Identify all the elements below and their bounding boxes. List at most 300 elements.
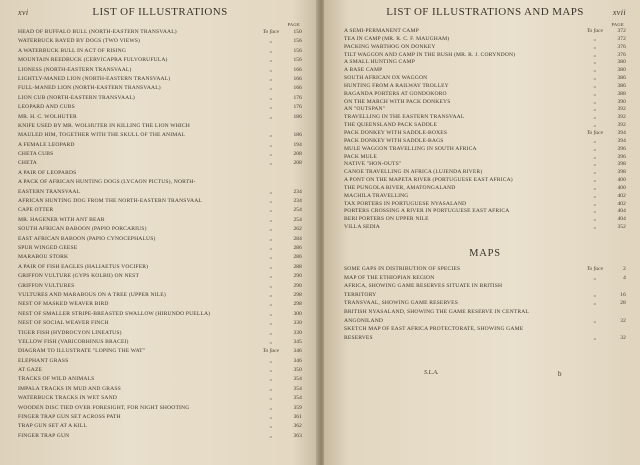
- entry-page-number: 372: [617, 28, 626, 34]
- list-item: [344, 169, 626, 177]
- entry-page-number: 372: [617, 35, 626, 42]
- entry-title: HEAD OF BUFFALO BULL (NORTH-EASTERN TRANSVAAL): [18, 29, 177, 35]
- list-item: [344, 216, 626, 224]
- list-item: [18, 206, 302, 215]
- right-column-header: PAGE: [611, 22, 624, 27]
- list-item: [18, 47, 302, 56]
- entry-page-number: 330: [293, 329, 302, 336]
- entry-page-number: 396: [617, 153, 626, 160]
- entry-title: RESERVES: [344, 334, 373, 341]
- entry-title: BAGANDA PORTERS AT GONDOKORO: [344, 90, 447, 97]
- list-item: [18, 394, 302, 403]
- gathering-letter: b: [558, 370, 562, 379]
- entry-title: LIGHTLY-MANED LION (NORTH-EASTERN TRANSVAAL): [18, 75, 171, 82]
- entry-title: VILLA SEDIA: [344, 224, 380, 231]
- entry-page-number: 404: [617, 208, 626, 215]
- entry-page-number: 330: [293, 320, 302, 327]
- list-item: [344, 317, 626, 326]
- entry-face-label: „: [269, 404, 273, 411]
- entry-page-number: 2: [623, 265, 626, 272]
- entry-face-label: „: [593, 161, 597, 168]
- entry-page-number: 32: [620, 317, 626, 324]
- entry-page-number: 363: [293, 432, 302, 439]
- entry-page-number: 354: [293, 385, 302, 392]
- list-item: [18, 131, 302, 140]
- entry-face-label: „: [593, 82, 597, 89]
- list-item: [18, 141, 302, 150]
- entry-page-number: 176: [293, 104, 302, 111]
- entry-title: PACKING WARTHOG ON DONKEY: [344, 43, 436, 50]
- entry-page-number: 354: [293, 395, 302, 402]
- right-page-number: xvii: [612, 8, 626, 17]
- entry-face-label: „: [269, 423, 273, 430]
- list-item: [344, 193, 626, 201]
- entry-title: A PONT ON THE MAPETA RIVER (PORTUGUESE EAST AFRICA): [344, 177, 513, 184]
- list-item: [18, 216, 302, 225]
- entry-title: NATIVE "HON-OUTS": [344, 161, 402, 168]
- entry-title: LIONESS (NORTH-EASTERN TRANSVAAL): [18, 66, 132, 73]
- list-item: [18, 300, 302, 309]
- entry-page-number: 376: [617, 51, 626, 58]
- entry-page-number: 396: [617, 145, 626, 152]
- entry-title: A FEMALE LEOPARD: [18, 141, 75, 148]
- list-item: [18, 291, 302, 300]
- entry-face-label: „: [593, 114, 597, 121]
- list-item: [344, 44, 626, 52]
- entry-title: DIAGRAM TO ILLUSTRATE "LOPING THE WAT": [18, 348, 146, 355]
- entry-title: MR. H. C. WOLHUTER: [18, 113, 77, 120]
- entry-face-label: „: [269, 367, 273, 374]
- entry-title: NEST OF SMALLER STRIPE-BREASTED SWALLOW (HIRUNDO PUELLA): [18, 310, 211, 317]
- list-item: [18, 347, 302, 356]
- entry-face-label: „: [593, 35, 597, 42]
- entry-face-label: To face: [586, 129, 604, 136]
- entry-title: IMPALA TRACKS IN MUD AND GRASS: [18, 385, 121, 392]
- entry-face-label: „: [269, 414, 273, 421]
- list-item: [18, 413, 302, 422]
- list-item: [344, 224, 626, 232]
- left-page: [0, 0, 318, 465]
- left-illustrations-list: [18, 28, 302, 441]
- list-item: [18, 113, 302, 122]
- entry-page-number: 404: [617, 216, 626, 223]
- list-item: [18, 37, 302, 46]
- entry-title: TAX PORTERS IN PORTUGUESE NYASALAND: [344, 200, 467, 207]
- list-item: [344, 274, 626, 283]
- entry-title: AFRICAN HUNTING DOG FROM THE NORTH-EASTERN TRANSVAAL: [18, 198, 202, 205]
- entry-title: TRAP GUN SET AT A KILL: [18, 423, 87, 430]
- entry-page-number: 262: [293, 226, 302, 233]
- list-item: [344, 161, 626, 169]
- entry-title: A PAIR OF FISH EAGLES (HALIAETUS VOCIFER): [18, 263, 149, 270]
- list-item: [18, 169, 302, 178]
- list-item: [344, 138, 626, 146]
- entry-page-number: 376: [617, 43, 626, 50]
- entry-title: A BASE CAMP: [344, 67, 383, 74]
- entry-face-label: „: [593, 75, 597, 82]
- entry-page-number: 346: [293, 357, 302, 364]
- entry-page-number: 166: [293, 85, 302, 92]
- entry-face-label: „: [593, 153, 597, 160]
- entry-face-label: „: [269, 75, 273, 82]
- list-item: [344, 75, 626, 83]
- entry-title: TEA IN CAMP (MR. R. C. F. MAUGHAM): [344, 35, 450, 42]
- list-item: [344, 291, 626, 300]
- list-item: [18, 263, 302, 272]
- entry-face-label: To face: [262, 348, 280, 355]
- entry-title: LEOPARD AND CUBS: [18, 104, 75, 111]
- entry-face-label: „: [269, 85, 273, 92]
- entry-page-number: 390: [617, 98, 626, 105]
- entry-face-label: „: [269, 216, 273, 223]
- list-item: [344, 282, 626, 291]
- entry-page-number: 186: [293, 132, 302, 139]
- entry-face-label: „: [593, 200, 597, 207]
- entry-page-number: 234: [293, 188, 302, 195]
- list-item: [18, 432, 302, 441]
- list-item: [18, 94, 302, 103]
- list-item: [18, 159, 302, 168]
- list-item: [344, 106, 626, 114]
- entry-page-number: 290: [293, 282, 302, 289]
- entry-title: A PACK OF AFRICAN HUNTING DOGS (LYCAON PICTUS), NORTH-: [18, 179, 196, 186]
- list-item: [18, 422, 302, 431]
- list-item: [18, 329, 302, 338]
- entry-title: EASTERN TRANSVAAL: [18, 188, 81, 195]
- entry-title: BRITISH NYASALAND, SHOWING THE GAME RESERVE IN CENTRAL: [344, 308, 529, 315]
- list-item: [344, 201, 626, 209]
- list-item: [344, 114, 626, 122]
- entry-page-number: 166: [293, 66, 302, 73]
- entry-page-number: 16: [620, 291, 626, 298]
- entry-page-number: 380: [617, 59, 626, 66]
- entry-face-label: „: [593, 169, 597, 176]
- entry-title: PACK DONKEY WITH SADDLE-BAGS: [344, 137, 444, 144]
- entry-title: NEST OF SOCIAL WEAVER FINCH: [18, 320, 109, 327]
- entry-page-number: 300: [293, 310, 302, 317]
- entry-title: WATERBUCK TRACKS IN WET SAND: [18, 395, 117, 402]
- entry-face-label: „: [269, 235, 273, 242]
- entry-title: ANGONILAND: [344, 317, 384, 324]
- entry-face-label: „: [269, 151, 273, 158]
- entry-page-number: 398: [617, 161, 626, 168]
- entry-title: BERI PORTERS ON UPPER NILE: [344, 216, 429, 223]
- maps-heading: MAPS: [469, 247, 501, 259]
- list-item: [18, 310, 302, 319]
- entry-face-label: „: [269, 47, 273, 54]
- entry-page-number: 359: [293, 404, 302, 411]
- signature-mark: S.L.A.: [424, 370, 439, 377]
- list-item: [344, 308, 626, 317]
- entry-face-label: „: [593, 67, 597, 74]
- entry-title: MAP OF THE ETHIOPIAN REGION: [344, 274, 435, 281]
- left-page-number: xvi: [18, 8, 29, 17]
- entry-face-label: „: [269, 376, 273, 383]
- entry-face-label: „: [269, 66, 273, 73]
- entry-title: SOUTH AFRICAN OX WAGGON: [344, 75, 428, 82]
- entry-face-label: „: [593, 122, 597, 129]
- entry-face-label: „: [269, 273, 273, 280]
- list-item: [18, 253, 302, 262]
- right-page-title: LIST OF ILLUSTRATIONS AND MAPS: [386, 6, 584, 18]
- entry-face-label: „: [593, 300, 597, 307]
- entry-page-number: 361: [293, 414, 302, 421]
- entry-face-label: „: [269, 94, 273, 101]
- list-item: [18, 225, 302, 234]
- entry-face-label: „: [269, 132, 273, 139]
- entry-title: GRIFFON VULTURE (GYPS KOLBII) ON NEST: [18, 273, 140, 280]
- entry-page-number: 345: [293, 338, 302, 345]
- entry-face-label: „: [269, 320, 273, 327]
- entry-face-label: „: [269, 57, 273, 64]
- list-item: [344, 325, 626, 334]
- entry-face-label: „: [593, 192, 597, 199]
- entry-title: SOUTH AFRICAN BABOON (PAPIO PORCARIUS): [18, 226, 147, 233]
- maps-list: [344, 265, 626, 342]
- entry-title: SOME GAPS IN DISTRIBUTION OF SPECIES: [344, 265, 461, 272]
- list-item: [18, 338, 302, 347]
- list-item: [344, 146, 626, 154]
- entry-title: MARABOU STORK: [18, 254, 69, 261]
- entry-page-number: 156: [293, 38, 302, 45]
- entry-title: TIGER FISH (HYDROCYON LINEATUS): [18, 329, 122, 336]
- entry-title: CAPE OTTER: [18, 207, 54, 214]
- entry-title: AFRICA, SHOWING GAME RESERVES SITUATE IN BRITISH: [344, 283, 503, 290]
- entry-face-label: „: [593, 106, 597, 113]
- entry-page-number: 400: [617, 177, 626, 184]
- entry-page-number: 380: [617, 67, 626, 74]
- entry-title: CANOE TRAVELLING IN AFRICA (LUJENDA RIVER): [344, 169, 483, 176]
- entry-page-number: 398: [617, 169, 626, 176]
- entry-title: SPUR WINGED GEESE: [18, 244, 78, 251]
- entry-face-label: „: [593, 177, 597, 184]
- entry-title: WOODEN DISC TIED OVER FORESIGHT, FOR NIGHT SHOOTING: [18, 404, 190, 411]
- list-item: [18, 282, 302, 291]
- entry-title: YELLOW FISH (VARICORHINUS BRACEI): [18, 338, 129, 345]
- entry-face-label: „: [593, 98, 597, 105]
- entry-page-number: 346: [293, 348, 302, 355]
- entry-title: THE PUNGOLA RIVER, AMATONGALAND: [344, 184, 456, 191]
- list-item: [344, 28, 626, 36]
- entry-title: EAST AFRICAN BABOON (PAPIO CYNOCEPHALUS): [18, 235, 156, 242]
- list-item: [18, 272, 302, 281]
- list-item: [18, 66, 302, 75]
- entry-page-number: 400: [617, 184, 626, 191]
- page-footer: [344, 370, 626, 382]
- entry-face-label: „: [269, 244, 273, 251]
- entry-face-label: „: [269, 395, 273, 402]
- list-item: [344, 122, 626, 130]
- entry-title: ON THE MARCH WITH PACK DONKEYS: [344, 98, 451, 105]
- entry-page-number: 186: [293, 113, 302, 120]
- entry-page-number: 166: [293, 75, 302, 82]
- entry-face-label: „: [593, 208, 597, 215]
- entry-title: TRANSVAAL, SHOWING GAME RESERVES: [344, 300, 458, 307]
- entry-face-label: „: [269, 291, 273, 298]
- list-item: [344, 185, 626, 193]
- list-item: [344, 52, 626, 60]
- entry-title: SKETCH MAP OF EAST AFRICA PROTECTORATE, SHOWING GAME: [344, 326, 524, 333]
- entry-page-number: 392: [617, 114, 626, 121]
- entry-page-number: 254: [293, 216, 302, 223]
- entry-face-label: To face: [586, 265, 604, 272]
- list-item: [18, 122, 302, 131]
- list-item: [344, 265, 626, 274]
- list-item: [344, 154, 626, 162]
- left-column-header: PAGE: [287, 22, 300, 27]
- list-item: [18, 150, 302, 159]
- list-item: [18, 188, 302, 197]
- entry-page-number: 194: [293, 141, 302, 148]
- entry-page-number: 234: [293, 198, 302, 205]
- entry-face-label: „: [593, 51, 597, 58]
- list-item: [18, 375, 302, 384]
- entry-face-label: „: [593, 145, 597, 152]
- entry-page-number: 352: [617, 224, 626, 231]
- entry-title: AT GAZE: [18, 367, 43, 374]
- entry-page-number: 208: [293, 151, 302, 158]
- entry-face-label: „: [593, 216, 597, 223]
- entry-page-number: 286: [293, 254, 302, 261]
- entry-title: CHETA CUBS: [18, 151, 54, 158]
- entry-face-label: „: [593, 334, 597, 341]
- entry-page-number: 350: [293, 367, 302, 374]
- list-item: [18, 178, 302, 187]
- entry-face-label: „: [593, 43, 597, 50]
- entry-page-number: 150: [293, 29, 302, 35]
- entry-title: PACK MULE: [344, 153, 378, 160]
- list-item: [344, 99, 626, 107]
- entry-title: LION CUB (NORTH-EASTERN TRANSVAAL): [18, 94, 135, 101]
- entry-page-number: 28: [620, 300, 626, 307]
- entry-title: GRIFFON VULTURES: [18, 282, 75, 289]
- entry-page-number: 208: [293, 160, 302, 167]
- entry-page-number: 386: [617, 75, 626, 82]
- list-item: [344, 208, 626, 216]
- entry-face-label: „: [269, 301, 273, 308]
- entry-page-number: 402: [617, 200, 626, 207]
- entry-page-number: 286: [293, 244, 302, 251]
- entry-title: TILT WAGGON AND CAMP IN THE BUSH (MR. R. J. CORYNDON): [344, 51, 516, 58]
- entry-title: HUNTING FROM A RAILWAY TROLLEY: [344, 82, 449, 89]
- right-illustrations-list: [344, 28, 626, 232]
- entry-face-label: „: [269, 282, 273, 289]
- entry-face-label: „: [593, 59, 597, 66]
- entry-page-number: 288: [293, 263, 302, 270]
- entry-title: FULL-MANED LION (NORTH-EASTERN TRANSVAAL): [18, 85, 161, 92]
- entry-face-label: „: [269, 432, 273, 439]
- entry-page-number: 4: [623, 274, 626, 281]
- list-item: [18, 103, 302, 112]
- entry-face-label: „: [593, 224, 597, 231]
- entry-title: CHETA: [18, 160, 37, 167]
- entry-title: FINGER TRAP GUN SET ACROSS PATH: [18, 414, 121, 421]
- entry-face-label: „: [269, 188, 273, 195]
- list-item: [344, 83, 626, 91]
- list-item: [18, 244, 302, 253]
- list-item: [344, 177, 626, 185]
- entry-face-label: To face: [586, 28, 604, 34]
- list-item: [344, 67, 626, 75]
- entry-title: PACK DONKEY WITH SADDLE-BOXES: [344, 129, 448, 136]
- list-item: [18, 84, 302, 93]
- entry-title: A PAIR OF LEOPARDS: [18, 169, 77, 176]
- entry-title: FINGER TRAP GUN: [18, 432, 70, 439]
- entry-face-label: „: [269, 104, 273, 111]
- entry-page-number: 362: [293, 423, 302, 430]
- entry-title: A SEMI-PERMANENT CAMP: [344, 28, 419, 34]
- entry-face-label: „: [269, 198, 273, 205]
- entry-page-number: 32: [620, 334, 626, 341]
- entry-face-label: „: [269, 141, 273, 148]
- entry-title: MACHILA TRAVELLING: [344, 192, 409, 199]
- entry-page-number: 156: [293, 57, 302, 64]
- list-item: [344, 299, 626, 308]
- entry-face-label: „: [593, 184, 597, 191]
- list-item: [18, 404, 302, 413]
- left-running-head: [18, 6, 302, 22]
- entry-face-label: „: [269, 113, 273, 120]
- entry-page-number: 156: [293, 47, 302, 54]
- entry-title: PORTERS CROSSING A RIVER IN PORTUGUESE EAST AFRICA: [344, 208, 510, 215]
- entry-face-label: „: [269, 160, 273, 167]
- entry-title: TRACKS OF WILD ANIMALS: [18, 376, 95, 383]
- entry-face-label: „: [593, 137, 597, 144]
- list-item: [344, 91, 626, 99]
- entry-title: TRAVELLING IN THE EASTERN TRANSVAAL: [344, 114, 465, 121]
- list-item: [18, 385, 302, 394]
- entry-face-label: „: [269, 329, 273, 336]
- list-item: [344, 36, 626, 44]
- entry-page-number: 254: [293, 207, 302, 214]
- entry-face-label: „: [269, 207, 273, 214]
- entry-page-number: 392: [617, 122, 626, 129]
- entry-page-number: 284: [293, 235, 302, 242]
- entry-title: THE QUEENSLAND PACK SADDLE: [344, 122, 438, 129]
- entry-face-label: „: [269, 254, 273, 261]
- entry-page-number: 290: [293, 273, 302, 280]
- entry-page-number: 298: [293, 291, 302, 298]
- entry-face-label: „: [269, 38, 273, 45]
- entry-face-label: „: [593, 90, 597, 97]
- entry-title: KNIFE USED BY MR. WOLHUTER IN KILLING THE LION WHICH: [18, 122, 190, 129]
- entry-title: A SMALL HUNTING CAMP: [344, 59, 416, 66]
- list-item: [18, 366, 302, 375]
- entry-title: ELEPHANT GRASS: [18, 357, 69, 364]
- list-item: [344, 130, 626, 138]
- entry-page-number: 394: [617, 129, 626, 136]
- list-item: [18, 197, 302, 206]
- entry-face-label: „: [593, 291, 597, 298]
- entry-page-number: 354: [293, 376, 302, 383]
- list-item: [18, 319, 302, 328]
- entry-title: A WATERBUCK BULL IN ACT OF RISING: [18, 47, 127, 54]
- entry-title: MOUNTAIN REEDBUCK (CERVICAPRA FULVORUFULA): [18, 57, 168, 64]
- entry-page-number: 298: [293, 301, 302, 308]
- entry-title: MR. HAGENER WITH ANT BEAR: [18, 216, 105, 223]
- list-item: [344, 59, 626, 67]
- entry-face-label: To face: [262, 29, 280, 35]
- entry-page-number: 176: [293, 94, 302, 101]
- entry-title: TERRITORY: [344, 291, 377, 298]
- list-item: [18, 235, 302, 244]
- entry-title: WATERBUCK BAYED BY DOGS (TWO VIEWS): [18, 38, 141, 45]
- entry-face-label: „: [269, 357, 273, 364]
- right-page: [324, 0, 640, 465]
- entry-page-number: 388: [617, 90, 626, 97]
- entry-page-number: 402: [617, 192, 626, 199]
- right-running-head: [344, 6, 626, 22]
